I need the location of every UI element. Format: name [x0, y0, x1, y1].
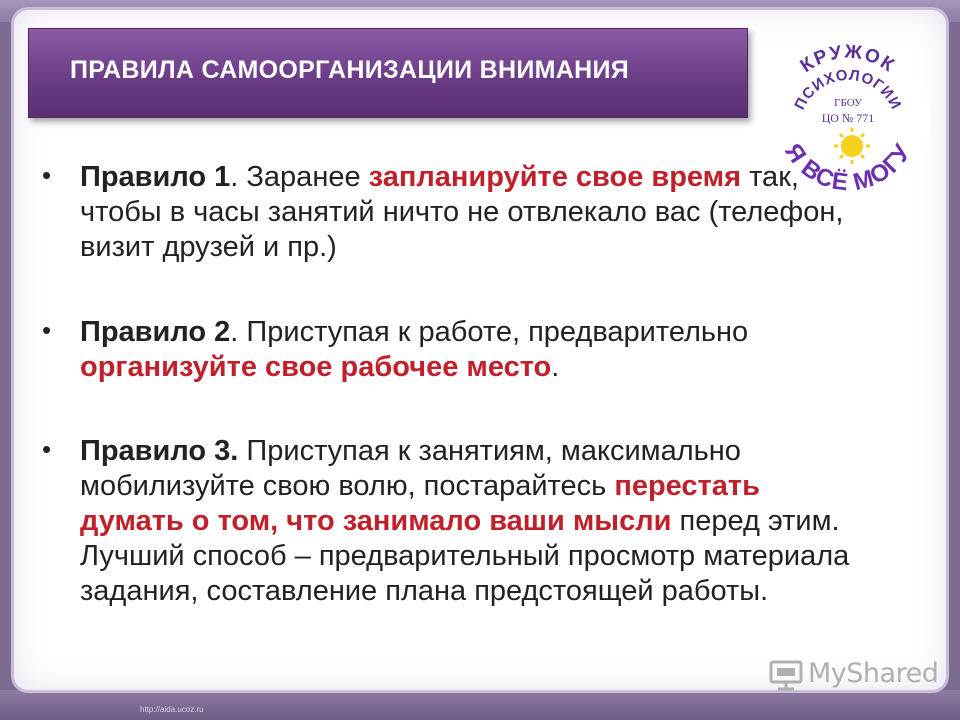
- rule-1-lead: Правило 1: [80, 161, 231, 193]
- rule-3: [80, 434, 860, 609]
- footer-url: http://aida.ucoz.ru: [140, 705, 204, 714]
- rule-2-highlight: организуйте свое рабочее место: [80, 351, 552, 383]
- bullet-2: •: [42, 315, 52, 345]
- svg-text:КРУЖОК: КРУЖОК: [796, 41, 900, 78]
- svg-text:Я ВСЁ МОГУ: Я ВСЁ МОГУ: [779, 138, 917, 197]
- rule-2-text-b: .: [551, 351, 560, 383]
- watermark-text: MyShared: [808, 658, 939, 689]
- presentation-icon: [768, 656, 804, 692]
- rule-1-text-a: . Заранее: [230, 161, 369, 193]
- rule-2: [80, 315, 860, 385]
- rule-3-highlight: перестать думать о том, что занимало ваши мысли: [80, 470, 760, 537]
- rule-3-text-b: перед этим. Лучший способ – предварительный просмотр материала задания, составление плана предстоящей работы.: [80, 505, 850, 607]
- svg-text:ГБОУ: ГБОУ: [834, 97, 862, 109]
- rule-3-text-a: Приступая к занятиям, максимально мобилизуйте свою волю, постарайтесь: [80, 435, 741, 502]
- rule-1: [80, 160, 860, 265]
- rule-3-lead: Правило 3.: [80, 435, 239, 467]
- slide-title: ПРАВИЛА САМООРГАНИЗАЦИИ ВНИМАНИЯ: [70, 56, 630, 84]
- rule-1-text-b: так, чтобы в часы занятий ничто не отвлекало вас (телефон, визит друзей и пр.): [80, 161, 844, 263]
- rule-1-highlight: запланируйте свое время: [368, 161, 742, 193]
- bullet-3: •: [42, 434, 52, 464]
- rule-2-lead: Правило 2: [80, 316, 231, 348]
- svg-text:ПСИХОЛОГИИ: ПСИХОЛОГИИ: [791, 66, 905, 113]
- svg-text:ЦО № 771: ЦО № 771: [821, 111, 875, 125]
- bullet-1: •: [42, 160, 52, 190]
- rule-2-text-a: . Приступая к работе, предварительно: [230, 316, 749, 348]
